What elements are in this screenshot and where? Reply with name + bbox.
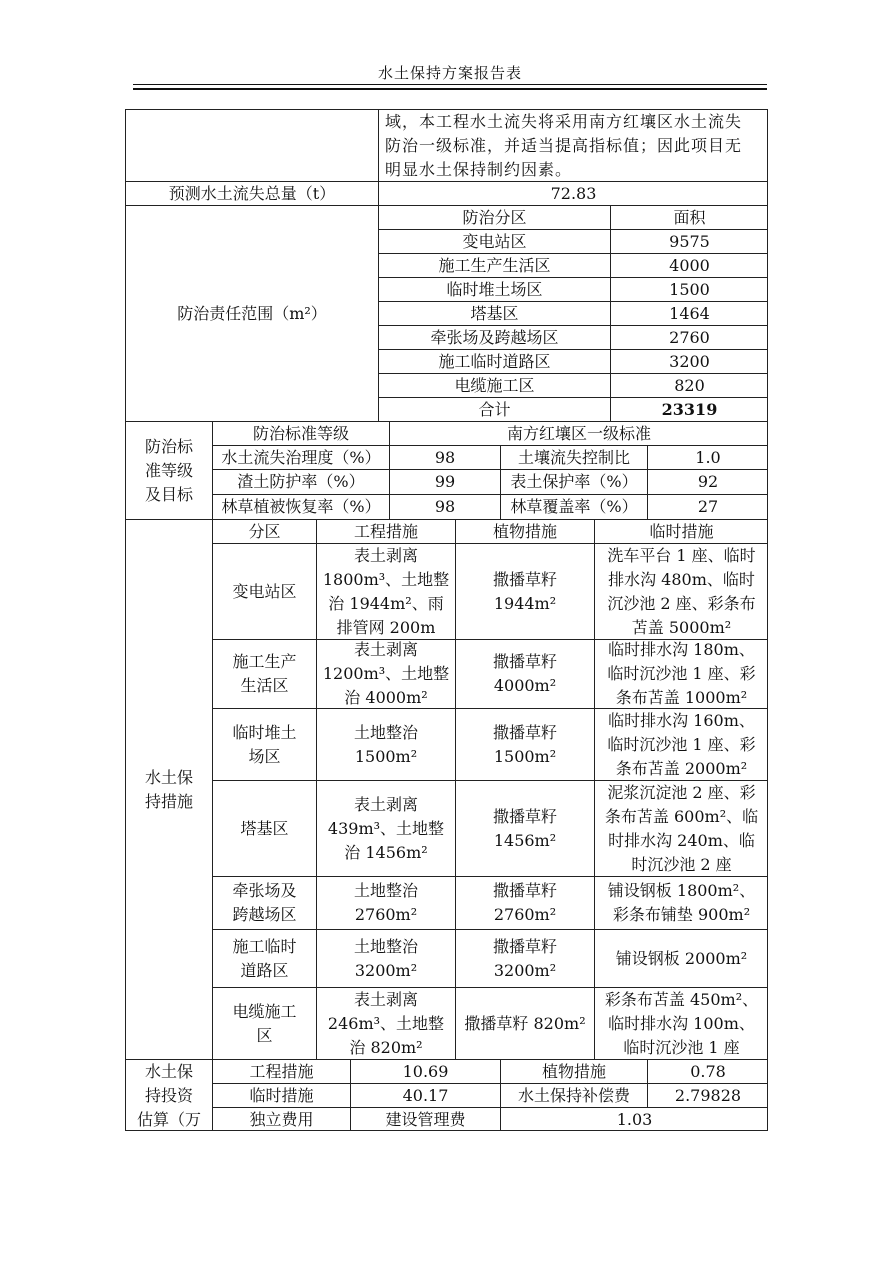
- responsibility-area: 820: [610, 373, 768, 397]
- measures-eng: 表土剥离 1200m³、土地整 治 4000m²: [316, 639, 455, 708]
- measures-plant: 撒播草籽 820m²: [455, 987, 594, 1059]
- responsibility-zone: 施工临时道路区: [378, 349, 610, 373]
- responsibility-total-value: 23319: [610, 397, 768, 421]
- measures-eng: 表土剥离 439m³、土地整 治 1456m²: [316, 780, 455, 876]
- investment-comp-value: 2.79828: [647, 1083, 768, 1107]
- responsibility-zone: 临时堆土场区: [378, 277, 610, 301]
- measures-zone: 牵张场及 跨越场区: [212, 876, 316, 929]
- standard-grade-value: 南方红壤区一级标准: [389, 421, 768, 445]
- investment-mgmt-label: 建设管理费: [350, 1107, 500, 1131]
- investment-eng-label: 工程措施: [212, 1059, 350, 1083]
- constraint-label-cell: [125, 109, 378, 181]
- investment-plant-label: 植物措施: [500, 1059, 647, 1083]
- target-indicator: 林草植被恢复率（%）: [212, 494, 389, 519]
- investment-label: 水土保 持投资 估算（万: [125, 1059, 212, 1131]
- investment-plant-value: 0.78: [647, 1059, 768, 1083]
- responsibility-zone: 电缆施工区: [378, 373, 610, 397]
- investment-mgmt-value: 1.03: [500, 1107, 768, 1131]
- measures-eng: 土地整治 2760m²: [316, 876, 455, 929]
- investment-temp-value: 40.17: [350, 1083, 500, 1107]
- target-indicator: 表土保护率（%）: [500, 469, 647, 494]
- measures-plant: 撒播草籽 3200m²: [455, 929, 594, 987]
- measures-eng: 土地整治 3200m²: [316, 929, 455, 987]
- target-value: 1.0: [647, 445, 768, 469]
- target-value: 92: [647, 469, 768, 494]
- measures-temp: 泥浆沉淀池 2 座、彩 条布苫盖 600m²、临 时排水沟 240m、临 时沉沙池 2 座: [594, 780, 768, 876]
- investment-eng-value: 10.69: [350, 1059, 500, 1083]
- responsibility-area: 2760: [610, 325, 768, 349]
- responsibility-zone-header: 防治分区: [378, 205, 610, 229]
- target-value: 98: [389, 445, 500, 469]
- measures-eng: 土地整治 1500m²: [316, 708, 455, 780]
- responsibility-area: 4000: [610, 253, 768, 277]
- measures-zone: 临时堆土 场区: [212, 708, 316, 780]
- responsibility-area: 9575: [610, 229, 768, 253]
- measures-eng: 表土剥离 246m³、土地整 治 820m²: [316, 987, 455, 1059]
- target-value: 27: [647, 494, 768, 519]
- measures-eng: 表土剥离 1800m³、土地整 治 1944m²、雨 排管网 200m: [316, 543, 455, 639]
- responsibility-zone: 变电站区: [378, 229, 610, 253]
- responsibility-area: 3200: [610, 349, 768, 373]
- measures-plant: 撒播草籽 2760m²: [455, 876, 594, 929]
- target-indicator: 土壤流失控制比: [500, 445, 647, 469]
- measures-temp: 铺设钢板 2000m²: [594, 929, 768, 987]
- measures-temp: 彩条布苫盖 450m²、 临时排水沟 100m、 临时沉沙池 1 座: [594, 987, 768, 1059]
- measures-zone: 变电站区: [212, 543, 316, 639]
- measures-temp: 洗车平台 1 座、临时 排水沟 480m、临时 沉沙池 2 座、彩条布 苫盖 5000m²: [594, 543, 768, 639]
- measures-label: 水土保 持措施: [125, 519, 212, 1059]
- target-value: 99: [389, 469, 500, 494]
- measures-temp: 临时排水沟 160m、 临时沉沙池 1 座、彩 条布苫盖 2000m²: [594, 708, 768, 780]
- standard-grade-label: 防治标准等级: [212, 421, 389, 445]
- measures-header-zone: 分区: [212, 519, 316, 543]
- measures-zone: 塔基区: [212, 780, 316, 876]
- measures-plant: 撒播草籽 1500m²: [455, 708, 594, 780]
- standard-label: 防治标 准等级 及目标: [125, 421, 212, 519]
- responsibility-total-label: 合计: [378, 397, 610, 421]
- target-indicator: 渣土防护率（%）: [212, 469, 389, 494]
- investment-comp-label: 水土保持补偿费: [500, 1083, 647, 1107]
- measures-zone: 施工生产 生活区: [212, 639, 316, 708]
- predicted-loss-value: 72.83: [378, 181, 768, 205]
- responsibility-zone: 施工生产生活区: [378, 253, 610, 277]
- constraint-text: 域，本工程水土流失将采用南方红壤区水土流失 防治一级标准，并适当提高指标值；因此项目无 明显水土保持制约因素。: [378, 109, 768, 181]
- measures-plant: 撒播草籽 1456m²: [455, 780, 594, 876]
- measures-plant: 撒播草籽 4000m²: [455, 639, 594, 708]
- target-indicator: 林草覆盖率（%）: [500, 494, 647, 519]
- responsibility-label: 防治责任范围（m²）: [125, 205, 378, 421]
- responsibility-area: 1464: [610, 301, 768, 325]
- target-indicator: 水土流失治理度（%）: [212, 445, 389, 469]
- measures-temp: 临时排水沟 180m、 临时沉沙池 1 座、彩 条布苫盖 1000m²: [594, 639, 768, 708]
- measures-header-temp: 临时措施: [594, 519, 768, 543]
- measures-plant: 撒播草籽 1944m²: [455, 543, 594, 639]
- responsibility-zone: 塔基区: [378, 301, 610, 325]
- predicted-loss-label: 预测水土流失总量（t）: [125, 181, 378, 205]
- measures-zone: 施工临时 道路区: [212, 929, 316, 987]
- target-value: 98: [389, 494, 500, 519]
- measures-temp: 铺设钢板 1800m²、 彩条布铺垫 900m²: [594, 876, 768, 929]
- page-header-title: 水土保持方案报告表: [377, 64, 522, 82]
- measures-header-plant: 植物措施: [455, 519, 594, 543]
- header-rule-thick: [133, 88, 767, 90]
- investment-temp-label: 临时措施: [212, 1083, 350, 1107]
- measures-header-eng: 工程措施: [316, 519, 455, 543]
- responsibility-zone: 牵张场及跨越场区: [378, 325, 610, 349]
- investment-indep-label: 独立费用: [212, 1107, 350, 1131]
- measures-zone: 电缆施工 区: [212, 987, 316, 1059]
- responsibility-area-header: 面积: [610, 205, 768, 229]
- header-rule-thin: [133, 84, 767, 85]
- responsibility-area: 1500: [610, 277, 768, 301]
